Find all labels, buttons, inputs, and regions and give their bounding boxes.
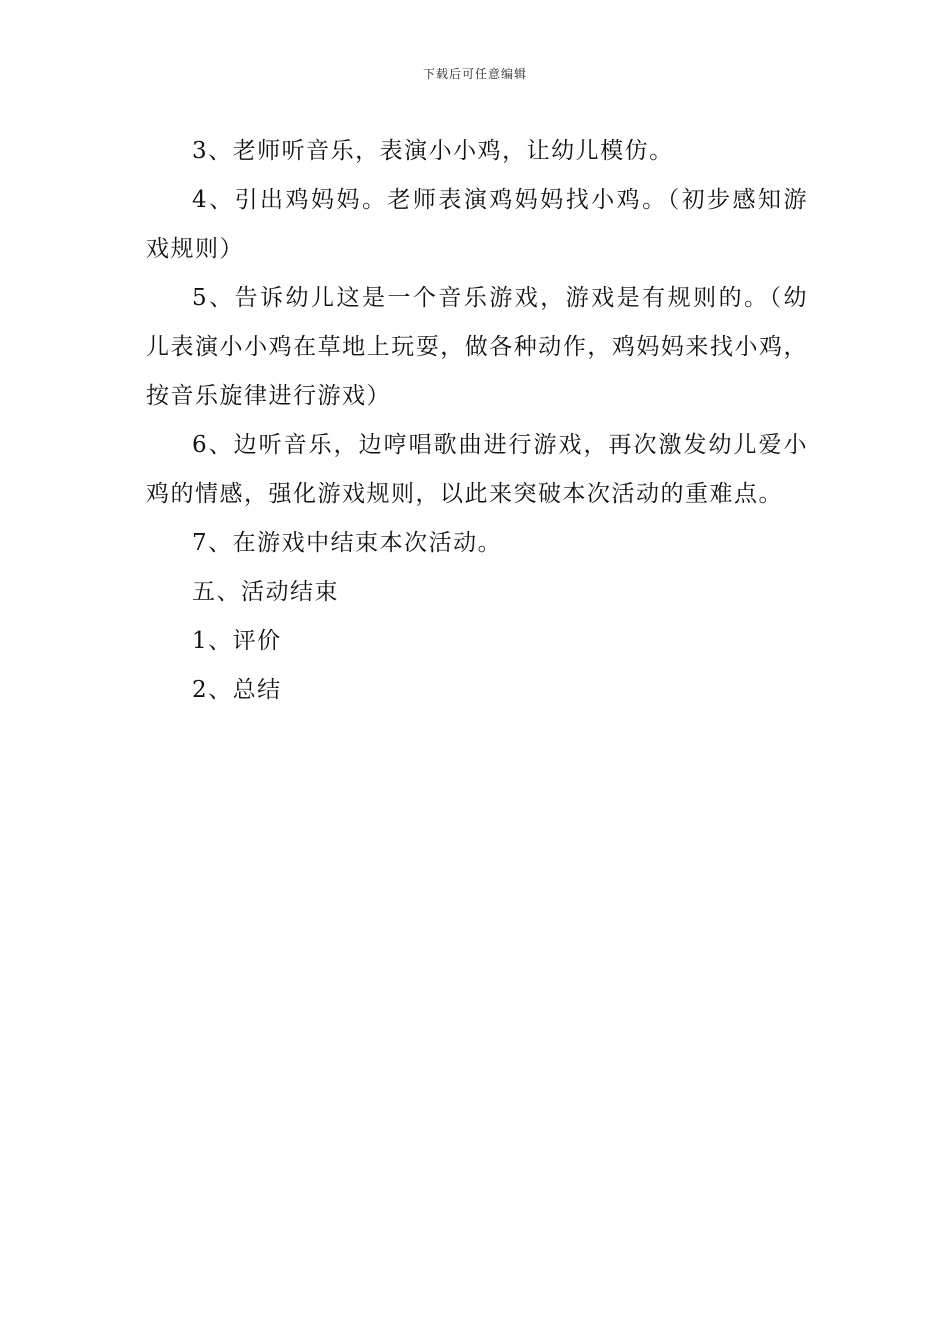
document-body: [146, 127, 808, 715]
paragraph-step-3: 3、老师听音乐，表演小小鸡，让幼儿模仿。: [192, 138, 674, 164]
paragraph-step-4: 4、引出鸡妈妈。老师表演鸡妈妈找小鸡。（初步感知游戏规则）: [146, 187, 808, 262]
paragraph-step-5: 5、告诉幼儿这是一个音乐游戏，游戏是有规则的。（幼儿表演小小鸡在草地上玩耍，做各种动作，鸡妈妈来找小鸡，按音乐旋律进行游戏）: [146, 285, 808, 409]
paragraph-step-7: 7、在游戏中结束本次活动。: [192, 530, 503, 556]
page-header: 下载后可任意编辑: [422, 67, 527, 81]
section-heading-activity-end: 五、活动结束: [192, 579, 339, 605]
list-item-summary: 2、总结: [192, 677, 282, 703]
list-item-evaluation: 1、评价: [192, 628, 282, 654]
paragraph-step-6: 6、边听音乐，边哼唱歌曲进行游戏，再次激发幼儿爱小鸡的情感，强化游戏规则，以此来突破本次活动的重难点。: [146, 432, 808, 507]
